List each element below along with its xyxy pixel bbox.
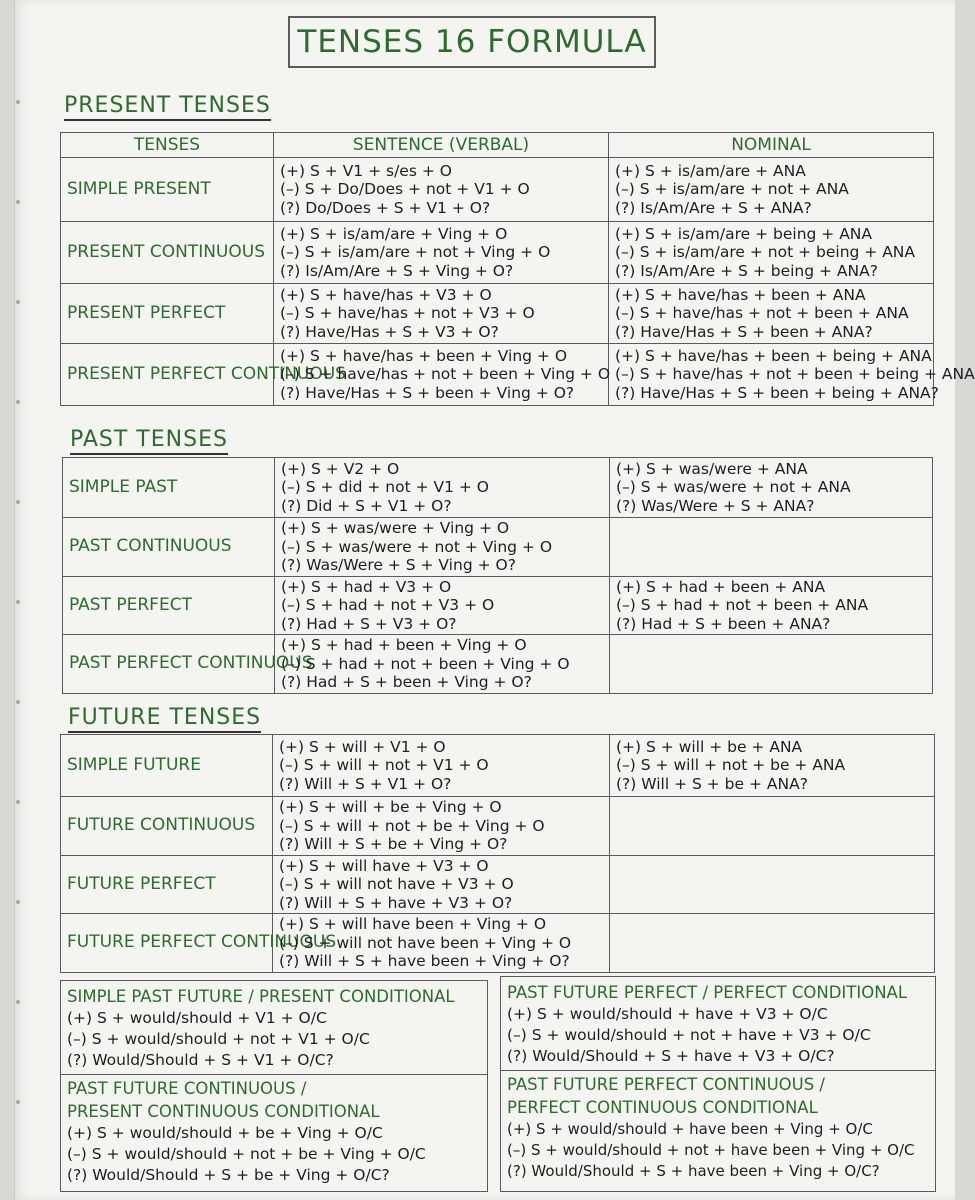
formula-positive: (+) S + would/should + have been + Ving + O/C (507, 1120, 873, 1138)
formula-negative: (–) S + had + not + been + ANA (616, 596, 869, 614)
verbal-formula-cell (274, 284, 609, 344)
table-header-row (61, 133, 934, 158)
nominal-formula-cell (610, 458, 933, 518)
formula-positive: (+) S + will + V1 + O (279, 737, 446, 756)
formula-question: (?) Is/Am/Are + S + being + ANA? (615, 261, 878, 280)
formula-negative: (–) S + have/has + not + been + being + ANA (615, 365, 975, 384)
conditional-title: SIMPLE PAST FUTURE / PRESENT CONDITIONAL (67, 987, 455, 1006)
binding-hole (16, 200, 20, 204)
binding-hole (16, 500, 20, 504)
formula-negative: (–) S + would/should + not + be + Ving + O/C (67, 1145, 426, 1163)
nominal-formula-cell (609, 344, 975, 406)
formula-question: (?) Did + S + V1 + O? (281, 496, 452, 515)
formula-positive: (+) S + will + be + Ving + O (279, 798, 502, 816)
tense-name: SIMPLE PRESENT (61, 158, 274, 222)
formula-negative: (–) S + was/were + not + ANA (616, 478, 851, 497)
formula-positive: (+) S + would/should + be + Ving + O/C (67, 1124, 383, 1142)
formula-positive: (+) S + had + been + ANA (616, 577, 826, 596)
page-title: TENSES 16 FORMULA (288, 16, 656, 68)
formula-question: (?) Is/Am/Are + S + ANA? (615, 198, 812, 217)
tense-row (63, 576, 933, 635)
tense-name: SIMPLE PAST (63, 458, 275, 518)
binding-hole (16, 900, 20, 904)
verbal-formula-cell (273, 914, 610, 973)
tense-row (61, 735, 935, 797)
verbal-formula-cell (273, 797, 610, 856)
tense-row (63, 518, 933, 577)
divider (501, 1070, 935, 1071)
tense-row (63, 635, 933, 694)
verbal-formula-cell (275, 576, 610, 635)
verbal-formula-cell (274, 344, 609, 406)
formula-positive: (+) S + have/has + V3 + O (280, 285, 492, 304)
formula-negative: (–) S + would/should + not + have been + Ving + O/C (507, 1141, 915, 1159)
header-verbal: SENTENCE (VERBAL) (274, 133, 609, 158)
formula-negative: (–) S + would/should + not + V1 + O/C (67, 1030, 370, 1048)
formula-negative: (–) S + have/has + not + V3 + O (280, 304, 535, 323)
formula-positive: (+) S + was/were + Ving + O (281, 519, 510, 537)
tense-name: PRESENT PERFECT CONTINUOUS (61, 344, 274, 406)
conditional-title: PERFECT CONTINUOUS CONDITIONAL (507, 1098, 818, 1117)
conditional-title: PAST FUTURE CONTINUOUS / (67, 1079, 307, 1098)
formula-question: (?) Would/Should + S + V1 + O/C? (67, 1051, 334, 1069)
formula-positive: (+) S + V1 + s/es + O (280, 161, 452, 180)
header-nominal: NOMINAL (609, 133, 934, 158)
nominal-formula-cell (609, 222, 934, 284)
tense-name: FUTURE CONTINUOUS (61, 797, 273, 856)
formula-positive: (+) S + will have + V3 + O (279, 856, 489, 875)
binding-hole (16, 600, 20, 604)
binding-hole (16, 400, 20, 404)
formula-negative: (–) S + have/has + not + been + Ving + O (280, 365, 611, 384)
tense-name: PRESENT CONTINUOUS (61, 222, 274, 284)
formula-question: (?) Was/Were + S + Ving + O? (281, 556, 516, 574)
formula-negative: (–) S + had + not + been + Ving + O (281, 654, 570, 673)
binding-hole (16, 700, 20, 704)
formula-positive: (+) S + have/has + been + ANA (615, 285, 866, 304)
formula-negative: (–) S + is/am/are + not + being + ANA (615, 243, 915, 262)
tense-row (61, 855, 935, 914)
formula-negative: (–) S + did + not + V1 + O (281, 478, 490, 497)
notebook-binding (14, 0, 22, 1200)
verbal-formula-cell (274, 158, 609, 222)
tense-row (61, 222, 934, 284)
tense-name: PAST PERFECT CONTINUOUS (63, 635, 275, 694)
past-section-title: PAST TENSES (70, 428, 228, 455)
tense-name: PRESENT PERFECT (61, 284, 274, 344)
binding-hole (16, 100, 20, 104)
tense-name: PAST PERFECT (63, 576, 275, 635)
formula-negative: (–) S + will + not + V1 + O (279, 756, 489, 775)
formula-negative: (–) S + is/am/are + not + ANA (615, 180, 849, 199)
formula-question: (?) Will + S + have + V3 + O? (279, 893, 513, 912)
formula-negative: (–) S + had + not + V3 + O (281, 596, 495, 614)
tense-name: FUTURE PERFECT (61, 855, 273, 914)
formula-positive: (+) S + will have been + Ving + O (279, 915, 547, 933)
nominal-formula-cell (609, 284, 934, 344)
formula-negative: (–) S + have/has + not + been + ANA (615, 304, 909, 323)
tense-name: FUTURE PERFECT CONTINUOUS (61, 914, 273, 973)
formula-question: (?) Will + S + have been + Ving + O? (279, 952, 570, 970)
conditional-box-right (500, 976, 936, 1192)
conditional-title: PAST FUTURE PERFECT / PERFECT CONDITIONAL (507, 983, 908, 1002)
tense-row (63, 458, 933, 518)
formula-negative: (–) S + will not have been + Ving + O (279, 933, 572, 952)
formula-question: (?) Have/Has + S + been + being + ANA? (615, 383, 939, 402)
formula-positive: (+) S + is/am/are + ANA (615, 161, 806, 180)
formula-negative: (–) S + will + not + be + ANA (616, 756, 846, 775)
formula-positive: (+) S + is/am/are + Ving + O (280, 224, 508, 243)
verbal-formula-cell (275, 458, 610, 518)
future-tenses-table (60, 734, 935, 973)
header-tenses: TENSES (61, 133, 274, 158)
formula-negative: (–) S + would/should + not + have + V3 + O/C (507, 1026, 871, 1044)
nominal-formula-cell (610, 576, 933, 635)
formula-question: (?) Have/Has + S + V3 + O? (280, 322, 499, 341)
tense-name: SIMPLE FUTURE (61, 735, 273, 797)
formula-negative: (–) S + Do/Does + not + V1 + O (280, 180, 530, 199)
nominal-formula-cell (610, 797, 935, 856)
future-section-title: FUTURE TENSES (68, 706, 261, 733)
tense-row (61, 344, 934, 406)
verbal-formula-cell (274, 222, 609, 284)
formula-negative: (–) S + was/were + not + Ving + O (281, 537, 553, 556)
formula-negative: (–) S + will not have + V3 + O (279, 875, 514, 893)
nominal-formula-cell (609, 158, 934, 222)
formula-question: (?) Have/Has + S + been + ANA? (615, 322, 873, 341)
formula-negative: (–) S + will + not + be + Ving + O (279, 816, 545, 835)
nominal-formula-cell (610, 735, 935, 797)
nominal-formula-cell (610, 635, 933, 694)
past-tenses-table (62, 457, 933, 694)
binding-hole (16, 800, 20, 804)
formula-positive: (+) S + have/has + been + Ving + O (280, 346, 568, 365)
conditional-box-left (60, 980, 488, 1192)
verbal-formula-cell (275, 518, 610, 577)
formula-question: (?) Had + S + V3 + O? (281, 614, 457, 633)
nominal-formula-cell (610, 518, 933, 577)
formula-question: (?) Would/Should + S + have been + Ving + O/C? (507, 1162, 880, 1180)
formula-question: (?) Will + S + be + Ving + O? (279, 835, 508, 853)
binding-hole (16, 1100, 20, 1104)
tense-name: PAST CONTINUOUS (63, 518, 275, 577)
tense-row (61, 158, 934, 222)
verbal-formula-cell (273, 735, 610, 797)
binding-hole (16, 300, 20, 304)
nominal-formula-cell (610, 914, 935, 973)
conditional-title: PRESENT CONTINUOUS CONDITIONAL (67, 1102, 380, 1121)
formula-question: (?) Had + S + been + Ving + O? (281, 673, 532, 691)
formula-positive: (+) S + have/has + been + being + ANA (615, 346, 932, 365)
formula-question: (?) Will + S + V1 + O? (279, 774, 452, 793)
formula-question: (?) Is/Am/Are + S + Ving + O? (280, 261, 514, 280)
formula-positive: (+) S + is/am/are + being + ANA (615, 224, 873, 243)
formula-negative: (–) S + is/am/are + not + Ving + O (280, 243, 551, 262)
formula-positive: (+) S + will + be + ANA (616, 737, 803, 756)
formula-question: (?) Would/Should + S + have + V3 + O/C? (507, 1047, 835, 1065)
nominal-formula-cell (610, 855, 935, 914)
present-section-title: PRESENT TENSES (64, 94, 271, 121)
formula-positive: (+) S + had + been + Ving + O (281, 636, 527, 654)
present-tenses-table (60, 132, 975, 406)
formula-question: (?) Have/Has + S + been + Ving + O? (280, 383, 575, 402)
formula-positive: (+) S + was/were + ANA (616, 459, 808, 478)
divider (61, 1074, 487, 1075)
formula-question: (?) Was/Were + S + ANA? (616, 496, 815, 515)
formula-positive: (+) S + had + V3 + O (281, 577, 452, 596)
binding-hole (16, 1000, 20, 1004)
tense-row (61, 284, 934, 344)
formula-positive: (+) S + V2 + O (281, 459, 400, 478)
formula-question: (?) Had + S + been + ANA? (616, 614, 831, 633)
formula-question: (?) Do/Does + S + V1 + O? (280, 198, 491, 217)
conditional-title: PAST FUTURE PERFECT CONTINUOUS / (507, 1075, 825, 1094)
formula-positive: (+) S + would/should + V1 + O/C (67, 1009, 327, 1027)
formula-positive: (+) S + would/should + have + V3 + O/C (507, 1005, 828, 1023)
verbal-formula-cell (273, 855, 610, 914)
tense-row (61, 914, 935, 973)
formula-question: (?) Will + S + be + ANA? (616, 774, 808, 793)
verbal-formula-cell (275, 635, 610, 694)
formula-question: (?) Would/Should + S + be + Ving + O/C? (67, 1166, 390, 1184)
tense-row (61, 797, 935, 856)
